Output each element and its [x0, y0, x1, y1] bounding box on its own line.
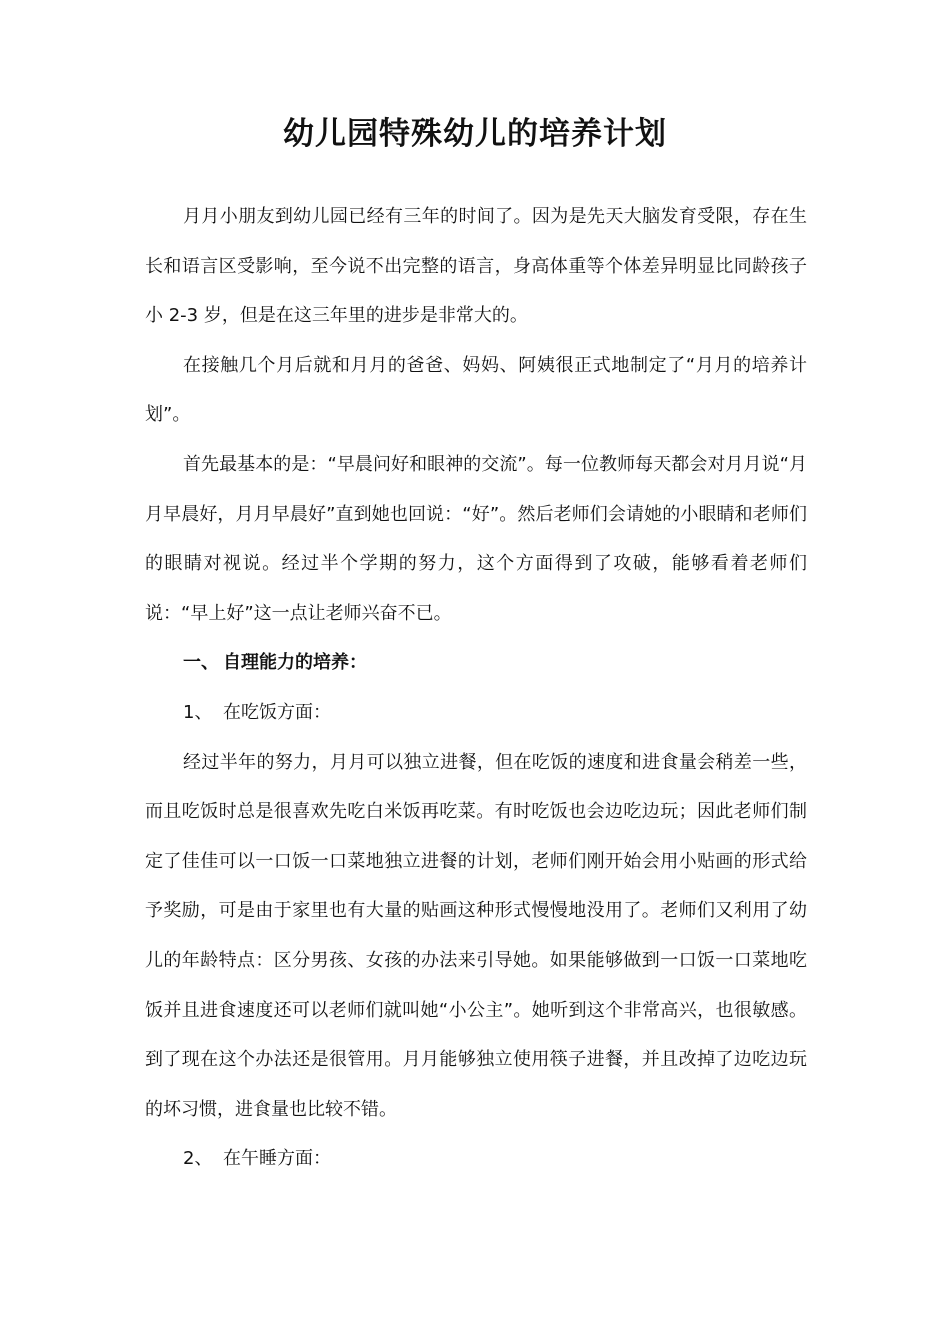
section-number: 一、	[183, 652, 219, 674]
section-label: 自理能力的培养：	[223, 652, 367, 674]
item-label: 在午睡方面：	[223, 1148, 331, 1170]
paragraph-eating: 经过半年的努力，月月可以独立进餐，但在吃饭的速度和进食量会稍差一些，而且吃饭时总是很喜欢先吃白米饭再吃菜。有时吃饭也会边吃边玩；因此老师们制定了佳佳可以一口饭一口菜地独立进餐的计划，老师们刚开始会用小贴画的形式给予奖励，可是由于家里也有大量的贴画这种形式慢慢地没用了。老师们又利用了幼儿的年龄特点：区分男孩、女孩的办法来引导她。如果能够做到一口饭一口菜地吃饭并且进食速度还可以老师们就叫她“小公主”。她听到这个非常高兴，也很敏感。到了现在这个办法还是很管用。月月能够独立使用筷子进餐，并且改掉了边吃边玩的坏习惯，进食量也比较不错。	[145, 751, 807, 1120]
item-label: 在吃饭方面：	[223, 701, 331, 723]
subheading-nap	[145, 1134, 807, 1184]
item-number: 2、	[183, 1148, 213, 1170]
document-title: 幼儿园特殊幼儿的培养计划	[283, 116, 667, 152]
document-body	[145, 192, 807, 1184]
item-number: 1、	[183, 701, 213, 723]
paragraph-plan: 在接触几个月后就和月月的爸爸、妈妈、阿姨很正式地制定了“月月的培养计划”。	[145, 354, 807, 426]
paragraph-greeting: 首先最基本的是：“早晨问好和眼神的交流”。每一位教师每天都会对月月说“月月早晨好，月月早晨好”直到她也回说：“好”。然后老师们会请她的小眼睛和老师们的眼睛对视说。经过半个学期的努力，这个方面得到了攻破，能够看着老师们说：“早上好”这一点让老师兴奋不已。	[145, 453, 807, 624]
paragraph-intro: 月月小朋友到幼儿园已经有三年的时间了。因为是先天大脑发育受限，存在生长和语言区受影响，至今说不出完整的语言，身高体重等个体差异明显比同龄孩子小 2-3 岁，但是在这三年里的进步是非常大的。	[145, 206, 807, 327]
subheading-eating	[145, 688, 807, 738]
section-heading-self-care	[145, 638, 807, 688]
